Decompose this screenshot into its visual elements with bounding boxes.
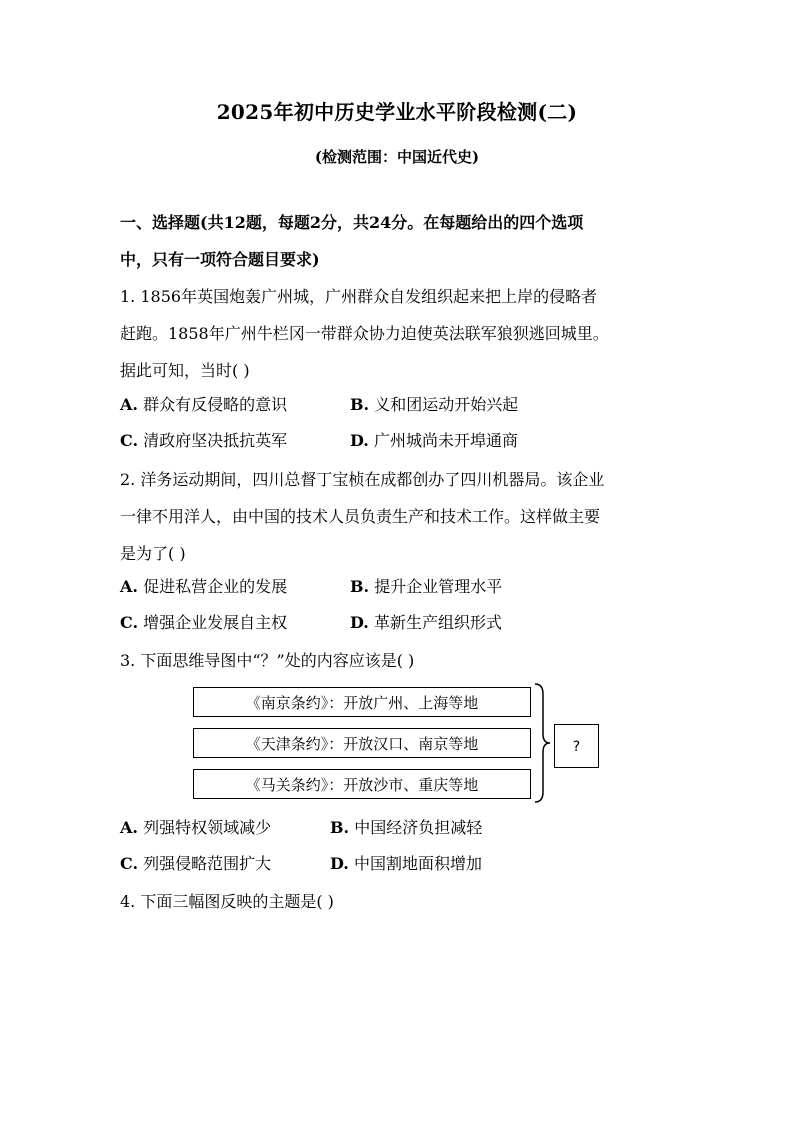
option-key: C.: [120, 613, 139, 632]
question-2-option-a[interactable]: [120, 574, 287, 600]
question-1-option-b[interactable]: [350, 392, 518, 418]
question-3-option-a[interactable]: [120, 815, 271, 841]
option-key: B.: [330, 818, 350, 837]
option-text: 群众有反侵略的意识: [143, 395, 288, 414]
option-key: B.: [350, 395, 370, 414]
question-1-line-2: 赶跑。1858年广州牛栏冈一带群众协力迫使英法联军狼狈逃回城里。: [120, 324, 609, 343]
exam-subtitle: (检测范围：中国近代史): [314, 148, 480, 166]
question-3-option-c[interactable]: [120, 851, 271, 877]
option-text: 增强企业发展自主权: [143, 613, 288, 632]
question-3-line-1: 3. 下面思维导图中“？”处的内容应该是( ): [120, 651, 415, 670]
question-2-line-3: 是为了( ): [120, 544, 186, 563]
mind-map-item-tianjin: 《天津条约》：开放汉口、南京等地: [193, 728, 531, 758]
option-text: 清政府坚决抵抗英军: [143, 431, 288, 450]
section-heading-line-2: 中，只有一项符合题目要求): [120, 250, 320, 269]
option-text: 中国经济负担减轻: [354, 818, 483, 837]
question-2-line-2: 一律不用洋人，由中国的技术人员负责生产和技术工作。这样做主要: [120, 507, 601, 526]
mind-map-unknown-box: ?: [554, 724, 599, 768]
exam-title: 2025年初中历史学业水平阶段检测(二): [216, 100, 578, 124]
option-key: C.: [120, 431, 139, 450]
mind-map-item-maguan: 《马关条约》：开放沙市、重庆等地: [193, 769, 531, 799]
option-text: 革新生产组织形式: [373, 613, 502, 632]
option-text: 列强侵略范围扩大: [143, 854, 272, 873]
mind-map-item-nanjing: 《南京条约》：开放广州、上海等地: [193, 687, 531, 717]
option-text: 促进私营企业的发展: [143, 577, 288, 596]
option-key: A.: [120, 577, 138, 596]
option-text: 中国割地面积增加: [353, 854, 482, 873]
question-3-option-d[interactable]: [330, 851, 482, 877]
option-key: D.: [330, 854, 349, 873]
option-key: A.: [120, 395, 138, 414]
question-1-option-c[interactable]: [120, 428, 287, 454]
option-text: 广州城尚未开埠通商: [373, 431, 518, 450]
question-1-line-3: 据此可知，当时( ): [120, 361, 250, 380]
question-1-option-d[interactable]: [350, 428, 518, 454]
option-key: D.: [350, 431, 369, 450]
question-4-line-1: 4. 下面三幅图反映的主题是( ): [120, 892, 334, 911]
question-2-option-b[interactable]: [350, 574, 502, 600]
mind-map: [193, 680, 613, 805]
option-key: C.: [120, 854, 139, 873]
question-2-option-c[interactable]: [120, 610, 287, 636]
section-heading-line-1: 一、选择题(共12题，每题2分，共24分。在每题给出的四个选项: [120, 213, 584, 232]
option-key: A.: [120, 818, 138, 837]
option-text: 列强特权领域减少: [143, 818, 272, 837]
option-text: 提升企业管理水平: [374, 577, 503, 596]
option-text: 义和团运动开始兴起: [374, 395, 519, 414]
question-2-line-1: 2. 洋务运动期间，四川总督丁宝桢在成都创办了四川机器局。该企业: [120, 470, 605, 489]
question-3-option-b[interactable]: [330, 815, 482, 841]
option-key: D.: [350, 613, 369, 632]
question-1-line-1: 1. 1856年英国炮轰广州城，广州群众自发组织起来把上岸的侵略者: [120, 287, 598, 306]
question-1-option-a[interactable]: [120, 392, 287, 418]
option-key: B.: [350, 577, 370, 596]
right-brace-icon: [533, 682, 553, 804]
question-2-option-d[interactable]: [350, 610, 502, 636]
